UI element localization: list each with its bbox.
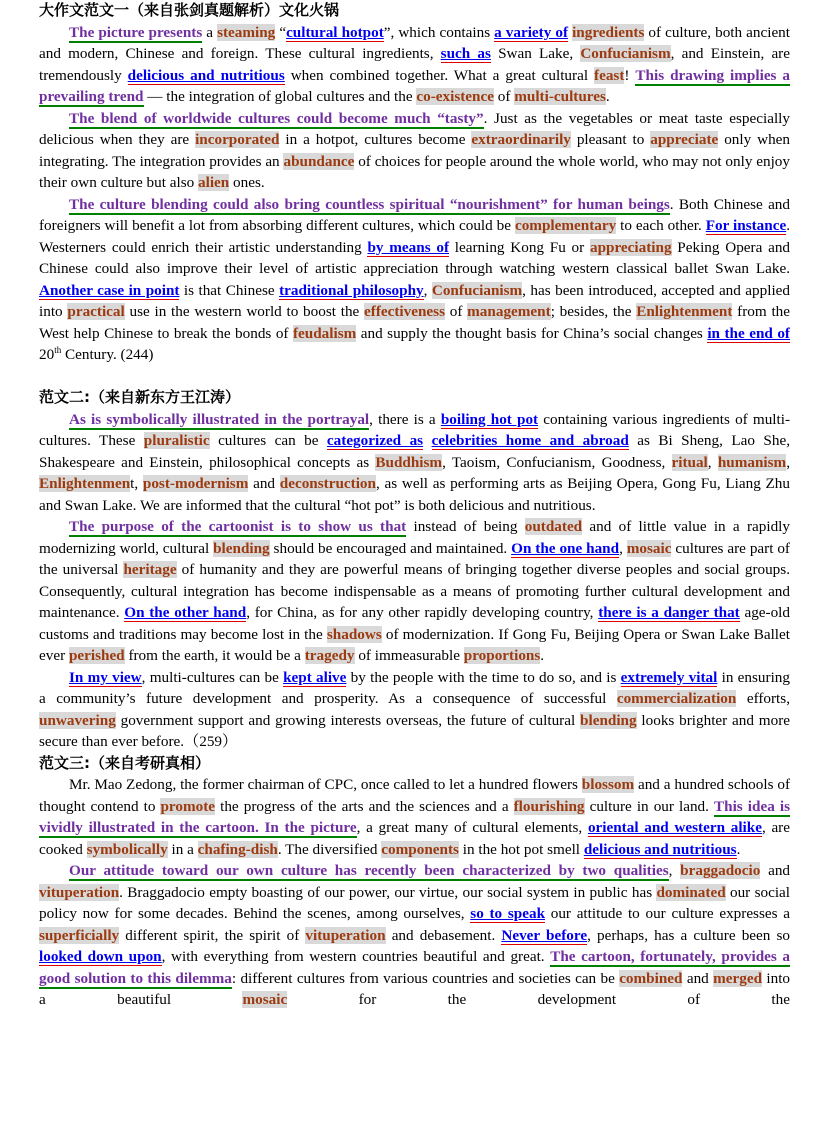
highlighted-vocabulary: superficially xyxy=(39,926,120,944)
text: , xyxy=(668,862,681,879)
underlined-phrase: On the other hand xyxy=(124,604,247,621)
text: our attitude to our culture expresses a xyxy=(545,905,790,922)
text: the progress of the arts and the sciences and a xyxy=(215,797,514,815)
paragraph xyxy=(39,860,790,1011)
highlighted-vocabulary: ingredients xyxy=(572,23,645,41)
underlined-phrase: delicious and nutritious xyxy=(583,840,737,858)
underlined-phrase: a variety of xyxy=(494,23,569,41)
highlighted-vocabulary: co-existence xyxy=(416,88,494,105)
underlined-phrase: kept alive xyxy=(283,668,347,686)
paragraph xyxy=(39,194,790,366)
underlined-phrase: delicious and nutritious xyxy=(127,66,285,84)
highlighted-vocabulary: deconstruction xyxy=(279,475,376,492)
highlighted-vocabulary: ritual xyxy=(671,453,708,471)
text: , there is a xyxy=(369,410,441,428)
highlighted-vocabulary: blossom xyxy=(581,776,635,793)
text: age-old customs and traditions may become lost in the xyxy=(39,604,790,643)
text: — the integration of global cultures and the xyxy=(143,88,417,105)
sentence-pattern: Our attitude toward our own culture has recently been characterized by two qualities xyxy=(69,862,669,879)
text: cultures are part of the universal xyxy=(39,539,790,578)
text: of humanity and they are powerful means of bringing together diverse peoples and social groups. Consequently, cultural integration has become indispensable as a means of promoting further cultural development and maintenance. xyxy=(39,561,790,621)
text: should be encouraged and maintained. xyxy=(269,539,512,557)
text: culture in our land. xyxy=(584,797,715,815)
text: Mr. Mao Zedong, the former chairman of CPC, once called to let a hundred flowers xyxy=(69,776,582,793)
text: when combined together. What a great cultural xyxy=(284,66,595,84)
highlighted-vocabulary: practical xyxy=(67,303,125,320)
paragraph xyxy=(39,108,790,194)
text: . Braggadocio empty boasting of our power, our virtue, our social system in public has xyxy=(119,883,657,901)
highlighted-vocabulary: mosaic xyxy=(626,539,672,557)
text: ones. xyxy=(229,174,265,191)
text: . xyxy=(736,840,741,858)
text: , xyxy=(707,453,718,471)
text: 20 xyxy=(39,346,55,363)
sentence-pattern: The picture presents xyxy=(69,23,203,41)
text: t, xyxy=(130,475,143,492)
text: use in the western world to boost the xyxy=(124,303,365,320)
highlighted-vocabulary: merged xyxy=(713,969,763,987)
highlighted-vocabulary: flourishing xyxy=(513,797,585,815)
text: Swan Lake, xyxy=(490,45,581,62)
text: , perhaps, has a culture been so xyxy=(587,926,790,944)
text: , xyxy=(786,453,790,471)
text: . Both Chinese and foreigners will benefit a lot from absorbing different cultures, which could be xyxy=(39,195,790,234)
underlined-phrase: cultural hotpot xyxy=(286,23,384,41)
text: cultures can be xyxy=(209,432,327,449)
document xyxy=(39,0,790,1011)
text: containing various ingredients of multi-cultures. These xyxy=(39,410,791,449)
text: from the West help Chinese to break the bonds of xyxy=(39,303,790,342)
highlighted-vocabulary: shadows xyxy=(326,625,382,643)
underlined-phrase: by means of xyxy=(367,238,450,256)
highlighted-vocabulary: vituperation xyxy=(305,926,386,944)
underlined-phrase: such as xyxy=(440,45,491,62)
underlined-phrase: oriental and western alike xyxy=(587,819,762,836)
highlighted-vocabulary: combined xyxy=(619,969,683,987)
highlighted-vocabulary: outdated xyxy=(524,518,583,535)
highlighted-vocabulary: tragedy xyxy=(304,647,355,664)
text: in the hot pot smell xyxy=(458,840,584,858)
text xyxy=(423,432,431,449)
sentence-pattern: The culture blending could also bring countless spiritual “nourishment” for human beings xyxy=(69,195,670,213)
text: , as well as performing arts as Beijing Opera, Gong Fu, Liang Zhu and Swan Lake. We are informed that the cultural “hot pot” is both delicious and nutritious. xyxy=(39,475,790,514)
text: our social policy now for some decades. Behind the scenes, among ourselves, xyxy=(39,883,791,922)
text: government support and growing interests overseas, the future of cultural xyxy=(115,711,581,729)
sentence-pattern: The blend of worldwide cultures could become much “tasty” xyxy=(69,109,484,127)
highlighted-vocabulary: Confucianism xyxy=(431,281,523,299)
highlighted-vocabulary: feudalism xyxy=(292,324,357,342)
text: looks brighter and more secure than ever before.（259） xyxy=(39,711,790,750)
paragraph xyxy=(39,774,790,860)
text: and xyxy=(248,475,280,492)
text: , are cooked xyxy=(39,819,790,858)
text: , xyxy=(619,539,627,557)
underlined-phrase: Another case in point xyxy=(39,281,180,299)
text: , has been introduced, accepted and applied into xyxy=(39,281,791,320)
text: and xyxy=(682,969,714,987)
highlighted-vocabulary: steaming xyxy=(217,23,276,41)
highlighted-vocabulary: blending xyxy=(580,711,637,729)
paragraph xyxy=(39,409,790,517)
blank-line xyxy=(39,366,790,388)
highlighted-vocabulary: components xyxy=(381,840,459,858)
text: is that Chinese xyxy=(179,281,280,299)
text: Century. (244) xyxy=(61,346,154,363)
sentence-pattern: As is symbolically illustrated in the portrayal xyxy=(69,410,370,428)
text: efforts, xyxy=(736,690,790,707)
text: ! xyxy=(624,66,636,84)
text: . Just as the vegetables or meat taste especially delicious when they are xyxy=(39,109,790,148)
text: . xyxy=(605,88,610,105)
highlighted-vocabulary: perished xyxy=(68,647,125,664)
underlined-phrase: For instance xyxy=(705,217,787,234)
underlined-phrase: Never before xyxy=(501,926,588,944)
text: pleasant to xyxy=(570,131,651,148)
highlighted-vocabulary: braggadocio xyxy=(680,862,761,879)
text: . The diversified xyxy=(277,840,382,858)
text: in a hotpot, cultures become xyxy=(279,131,472,148)
text: different spirit, the spirit of xyxy=(119,926,306,944)
highlighted-vocabulary: unwavering xyxy=(39,711,116,729)
text: Peking Opera and Chinese could also improve their level of artistic appreciation through watching western classical ballet Swan Lake. xyxy=(39,238,791,277)
highlighted-vocabulary: Enlightenment xyxy=(636,303,733,320)
highlighted-vocabulary: post-modernism xyxy=(142,475,249,492)
text: ; besides, the xyxy=(550,303,637,320)
text: : different cultures from various countries and societies can be xyxy=(231,969,620,987)
text: instead of being xyxy=(406,518,525,535)
text: , for China, as for any other rapidly developing country, xyxy=(246,604,599,621)
text: . xyxy=(540,647,545,664)
highlighted-vocabulary: humanism xyxy=(717,453,787,471)
text: of modernization. If Gong Fu, Beijing Opera or Swan Lake Ballet ever xyxy=(39,625,790,664)
text: , and Einstein, are tremendously xyxy=(39,45,790,84)
text: , with everything from western countries beautiful and great. xyxy=(161,948,551,965)
highlighted-vocabulary: multi-cultures xyxy=(514,88,606,105)
highlighted-vocabulary: vituperation xyxy=(39,883,120,901)
text: and xyxy=(760,862,791,879)
highlighted-vocabulary: management xyxy=(467,303,551,320)
highlighted-vocabulary: chafing-dish xyxy=(197,840,278,858)
text: as Bi Sheng, Lao She, Shakespeare and Einstein, philosophical concepts as xyxy=(39,432,790,471)
sentence-pattern: The purpose of the cartoonist is to show us that xyxy=(69,518,407,535)
underlined-phrase: looked down upon xyxy=(39,948,162,965)
highlighted-vocabulary: feast xyxy=(594,66,625,84)
section-heading: 大作文范文一（来自张剑真题解析）文化火锅 xyxy=(39,1,340,19)
underlined-phrase: in the end of xyxy=(707,324,790,342)
highlighted-vocabulary: pluralistic xyxy=(143,432,210,449)
highlighted-vocabulary: Enlightenmen xyxy=(39,475,131,492)
underlined-phrase: extremely vital xyxy=(620,668,718,686)
highlighted-vocabulary: abundance xyxy=(283,152,355,170)
text: into a beautiful xyxy=(39,969,791,1008)
text: of xyxy=(445,303,468,320)
text: of culture, both ancient and modern, Chinese and foreign. These cultural ingredients, xyxy=(39,23,790,62)
text: for the development of the xyxy=(287,991,790,1008)
underlined-phrase: boiling hot pot xyxy=(440,410,539,428)
sentence-pattern: This idea is vividly illustrated in the cartoon. In the picture xyxy=(39,797,790,836)
highlighted-vocabulary: alien xyxy=(198,174,230,191)
superscript: th xyxy=(54,344,62,355)
highlighted-vocabulary: complementary xyxy=(514,217,617,234)
text: , a great many of cultural elements, xyxy=(356,819,588,836)
text: of xyxy=(493,88,515,105)
text: of immeasurable xyxy=(354,647,464,664)
underlined-phrase: traditional philosophy xyxy=(279,281,424,299)
highlighted-vocabulary: mosaic xyxy=(242,991,288,1008)
text: to each other. xyxy=(616,217,706,234)
highlighted-vocabulary: appreciate xyxy=(650,131,719,148)
text: of choices for people around the whole world, who may not only enjoy their own culture but also xyxy=(39,152,790,191)
underlined-phrase: celebrities home and abroad xyxy=(431,432,629,449)
text: in ensuring a community’s future development and prosperity. As a consequence of successful xyxy=(39,668,790,707)
text: ”, which contains xyxy=(383,23,495,41)
text: only when integrating. The integration provides an xyxy=(39,131,790,170)
text: , Taoism, Confucianism, Goodness, xyxy=(442,453,672,471)
sentence-pattern: The cartoon, fortunately, provides a good solution to this dilemma xyxy=(39,948,790,987)
text: and a hundred schools of thought contend to xyxy=(39,776,790,815)
text: from the earth, it would be a xyxy=(124,647,305,664)
underlined-phrase: In my view xyxy=(69,668,142,686)
highlighted-vocabulary: appreciating xyxy=(589,238,672,256)
text: , xyxy=(423,281,432,299)
text: . Westerners could enrich their artistic understanding xyxy=(39,217,791,256)
text: a xyxy=(202,23,218,41)
highlighted-vocabulary: effectiveness xyxy=(364,303,445,320)
highlighted-vocabulary: dominated xyxy=(656,883,726,901)
highlighted-vocabulary: proportions xyxy=(463,647,541,664)
text: , multi-cultures can be xyxy=(141,668,284,686)
underlined-phrase: categorized as xyxy=(326,432,424,449)
highlighted-vocabulary: symbolically xyxy=(86,840,168,858)
text: in a xyxy=(167,840,198,858)
highlighted-vocabulary: commercialization xyxy=(616,690,737,707)
sentence-pattern: This drawing implies a prevailing trend xyxy=(39,66,791,105)
text: learning Kong Fu or xyxy=(449,238,590,256)
paragraph xyxy=(39,22,790,108)
section-heading: 范文三:（来自考研真相） xyxy=(39,753,210,772)
highlighted-vocabulary: promote xyxy=(160,797,216,815)
highlighted-vocabulary: Buddhism xyxy=(375,453,443,471)
text: and supply the thought basis for China’s social changes xyxy=(356,324,708,342)
text: by the people with the time to do so, and is xyxy=(346,668,621,686)
highlighted-vocabulary: extraordinarily xyxy=(471,131,571,148)
underlined-phrase: there is a danger that xyxy=(598,604,740,621)
highlighted-vocabulary: Confucianism xyxy=(580,45,671,62)
highlighted-vocabulary: heritage xyxy=(123,561,177,578)
paragraph xyxy=(39,516,790,667)
underlined-phrase: so to speak xyxy=(470,905,546,922)
text: and debasement. xyxy=(385,926,502,944)
paragraph xyxy=(39,667,790,753)
highlighted-vocabulary: blending xyxy=(213,539,270,557)
text: “ xyxy=(275,23,287,41)
text: and of little value in a rapidly modernizing world, cultural xyxy=(39,518,790,557)
section-heading: 范文二:（来自新东方王江涛） xyxy=(39,388,240,406)
underlined-phrase: On the one hand xyxy=(511,539,620,557)
highlighted-vocabulary: incorporated xyxy=(195,131,280,148)
